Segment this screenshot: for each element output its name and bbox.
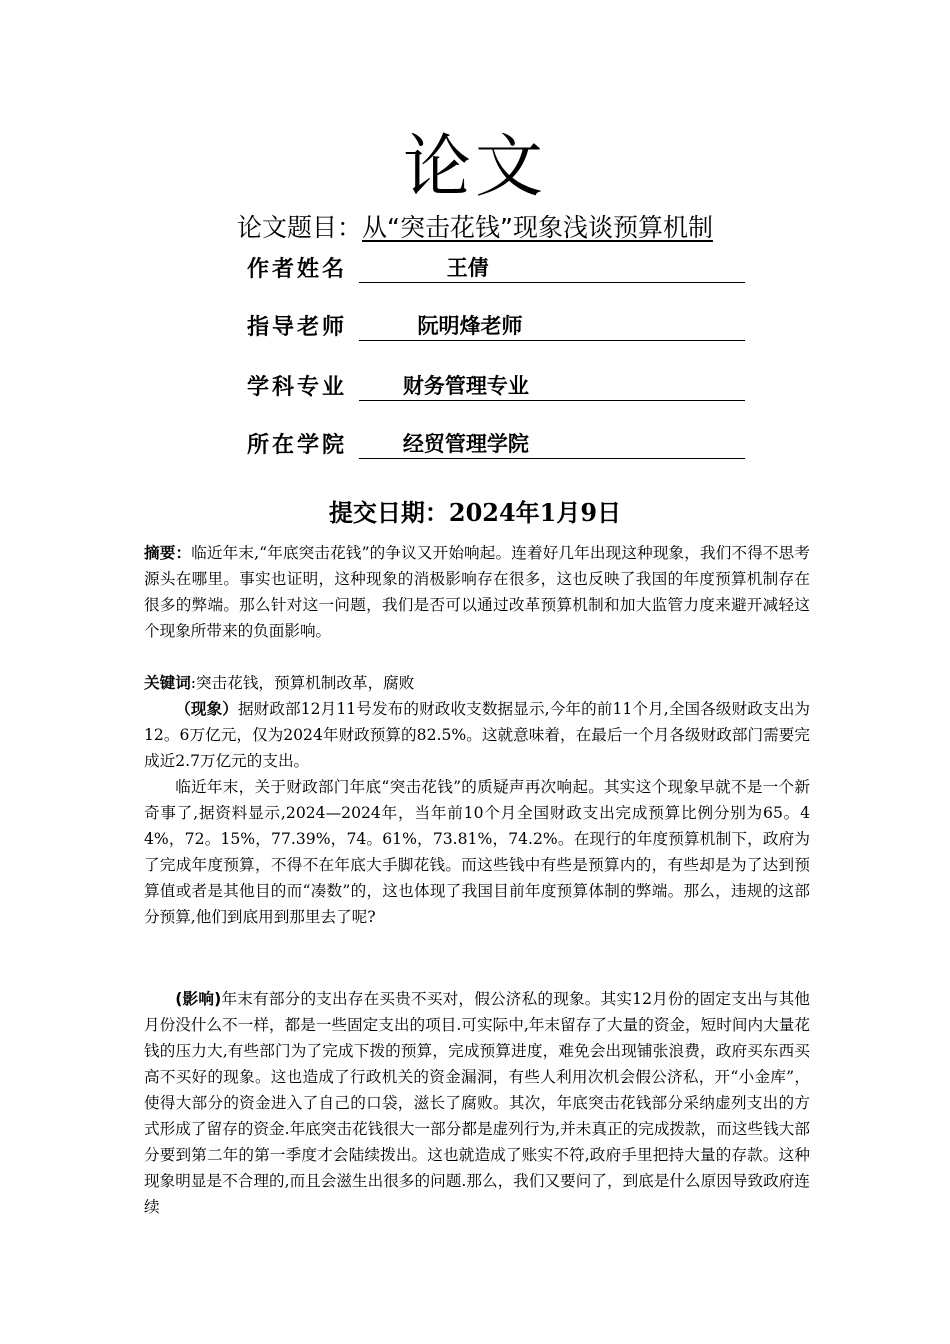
impact-text: 年末有部分的支出存在买贵不买对，假公济私的现象。其实12月份的固定支出与其他月份没什么不一样，都是一些固定支出的项目.可实际中,年末留存了大量的资金，短时间内大量花钱的压力大,有些部门为了完成下拨的预算，完成预算进度，难免会出现铺张浪费，政府买东西买高不买好的现象。这也造成了行政机关的资金漏洞，有些人利用次机会假公济私，开“小金库”，使得大部分的资金进入了自己的口袋，滋长了腐败。其次，年底突击花钱部分采纳虚列支出的方式形成了留存的资金.年底突击花钱很大一部分都是虚列行为,并未真正的完成拨款，而这些钱大部分要到第二年的第一季度才会陆续拨出。这也就造成了账实不符,政府手里把持大量的存款。这种现象明显是不合理的,而且会滋生出很多的问题.那么，我们又要问了，到底是什么原因导致政府连续: [144, 990, 810, 1216]
thesis-title-label: 论文题目：: [237, 213, 363, 242]
college-value: 经贸管理学院: [359, 430, 745, 459]
submit-date: 提交日期：2024年1月9日: [328, 498, 622, 527]
thesis-title-value: 从“突击花钱”现象浅谈预算机制: [362, 213, 713, 242]
advisor-value: 阮明烽老师: [359, 312, 745, 341]
keywords-paragraph: [144, 670, 810, 696]
thesis-title-line: [0, 210, 950, 246]
impact-label: (影响): [175, 990, 222, 1008]
author-row: [247, 254, 747, 288]
paragraph-phenomenon: [144, 696, 810, 774]
major-value: 财务管理专业: [359, 372, 745, 401]
keywords-label: 关键词: [144, 674, 191, 692]
abstract-paragraph: [144, 540, 810, 644]
keywords-text: :突击花钱，预算机制改革，腐败: [190, 674, 415, 692]
major-row: [247, 372, 747, 406]
author-value: 王倩: [359, 254, 745, 283]
author-label: 作者姓名: [247, 256, 348, 282]
main-title: 论文: [402, 128, 547, 207]
college-row: [247, 430, 747, 464]
paragraph-background: [144, 774, 810, 930]
college-label: 所在学院: [247, 432, 348, 458]
phenomenon-text: 据财政部12月11号发布的财政收支数据显示,今年的前11个月,全国各级财政支出为12。6万亿元，仅为2024年财政预算的82.5%。这就意味着，在最后一个月各级财政部门需要完成近2.7万亿元的支出。: [144, 700, 810, 770]
major-label: 学科专业: [247, 374, 348, 400]
phenomenon-label: （现象）: [175, 700, 238, 718]
background-text: 临近年末，关于财政部门年底“突击花钱”的质疑声再次响起。其实这个现象早就不是一个新奇事了,据资料显示,2024—2024年，当年前10个月全国财政支出完成预算比例分别为65。44%，72。15%，77.39%，74。61%，73.81%，74.2%。在现行的年度预算机制下，政府为了完成年度预算，不得不在年底大手脚花钱。而这些钱中有些是预算内的，有些却是为了达到预算值或者是其他目的而“凑数”的，这也体现了我国目前年度预算体制的弊端。那么，违规的这部分预算,他们到底用到那里去了呢?: [144, 778, 810, 926]
advisor-label: 指导老师: [247, 314, 348, 340]
advisor-row: [247, 312, 747, 346]
abstract-text: 临近年末,“年底突击花钱”的争议又开始响起。连着好几年出现这种现象，我们不得不思考源头在哪里。事实也证明，这种现象的消极影响存在很多，这也反映了我国的年度预算机制存在很多的弊端。那么针对这一问题，我们是否可以通过改革预算机制和加大监管力度来避开减轻这个现象所带来的负面影响。: [144, 544, 810, 640]
abstract-label: 摘要：: [144, 544, 192, 562]
paragraph-impact: [144, 986, 810, 1220]
